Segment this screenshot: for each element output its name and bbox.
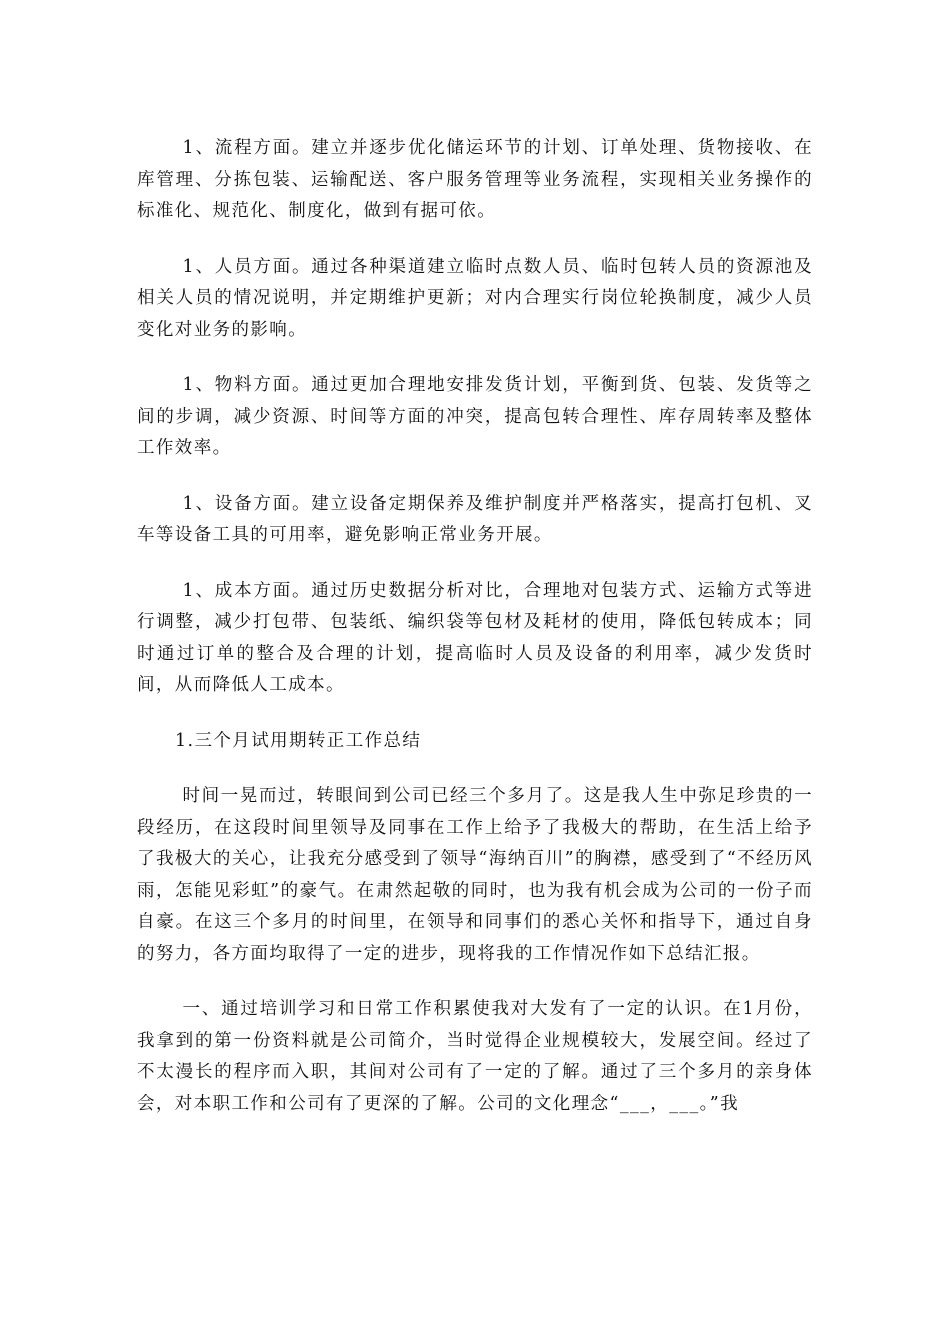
document-page [137,133,813,1144]
paragraph-personnel: 1、人员方面。通过各种渠道建立临时点数人员、临时包转人员的资源池及相关人员的情况说明，并定期维护更新；对内合理实行岗位轮换制度，减少人员变化对业务的影响。 [137,256,813,340]
paragraph-process: 1、流程方面。建立并逐步优化储运环节的计划、订单处理、货物接收、在库管理、分拣包装、运输配送、客户服务管理等业务流程，实现相关业务操作的标准化、规范化、制度化，做到有据可依。 [137,138,813,221]
paragraph-equipment: 1、设备方面。建立设备定期保养及维护制度并严格落实，提高打包机、叉车等设备工具的可用率，避免影响正常业务开展。 [137,493,813,545]
paragraph-intro: 时间一晃而过，转眼间到公司已经三个多月了。这是我人生中弥足珍贵的一段经历，在这段时间里领导及同事在工作上给予了我极大的帮助，在生活上给予了我极大的关心，让我充分感受到了领导“海纳百川”的胸襟，感受到了“不经历风雨，怎能见彩虹”的豪气。在肃然起敬的同时，也为我有机会成为公司的一份子而自豪。在这三个多月的时间里，在领导和同事们的悉心关怀和指导下，通过自身的努力，各方面均取得了一定的进步，现将我的工作情况作如下总结汇报。 [137,786,813,964]
paragraph-materials: 1、物料方面。通过更加合理地安排发货计划，平衡到货、包装、发货等之间的步调，减少资源、时间等方面的冲突，提高包转合理性、库存周转率及整体工作效率。 [137,375,813,458]
section-heading: 1.三个月试用期转正工作总结 [175,730,422,751]
paragraph-cost: 1、成本方面。通过历史数据分析对比，合理地对包装方式、运输方式等进行调整，减少打包带、包装纸、编织袋等包材及耗材的使用，降低包转成本；同时通过订单的整合及合理的计划，提高临时人员及设备的利用率，减少发货时间，从而降低人工成本。 [137,580,813,695]
paragraph-section-one: 一、通过培训学习和日常工作积累使我对大发有了一定的认识。在1月份，我拿到的第一份资料就是公司简介，当时觉得企业规模较大，发展空间。经过了不太漫长的程序而入职，其间对公司有了一定的了解。通过了三个多月的亲身体会，对本职工作和公司有了更深的了解。公司的文化理念“___，___。”我 [137,999,813,1114]
